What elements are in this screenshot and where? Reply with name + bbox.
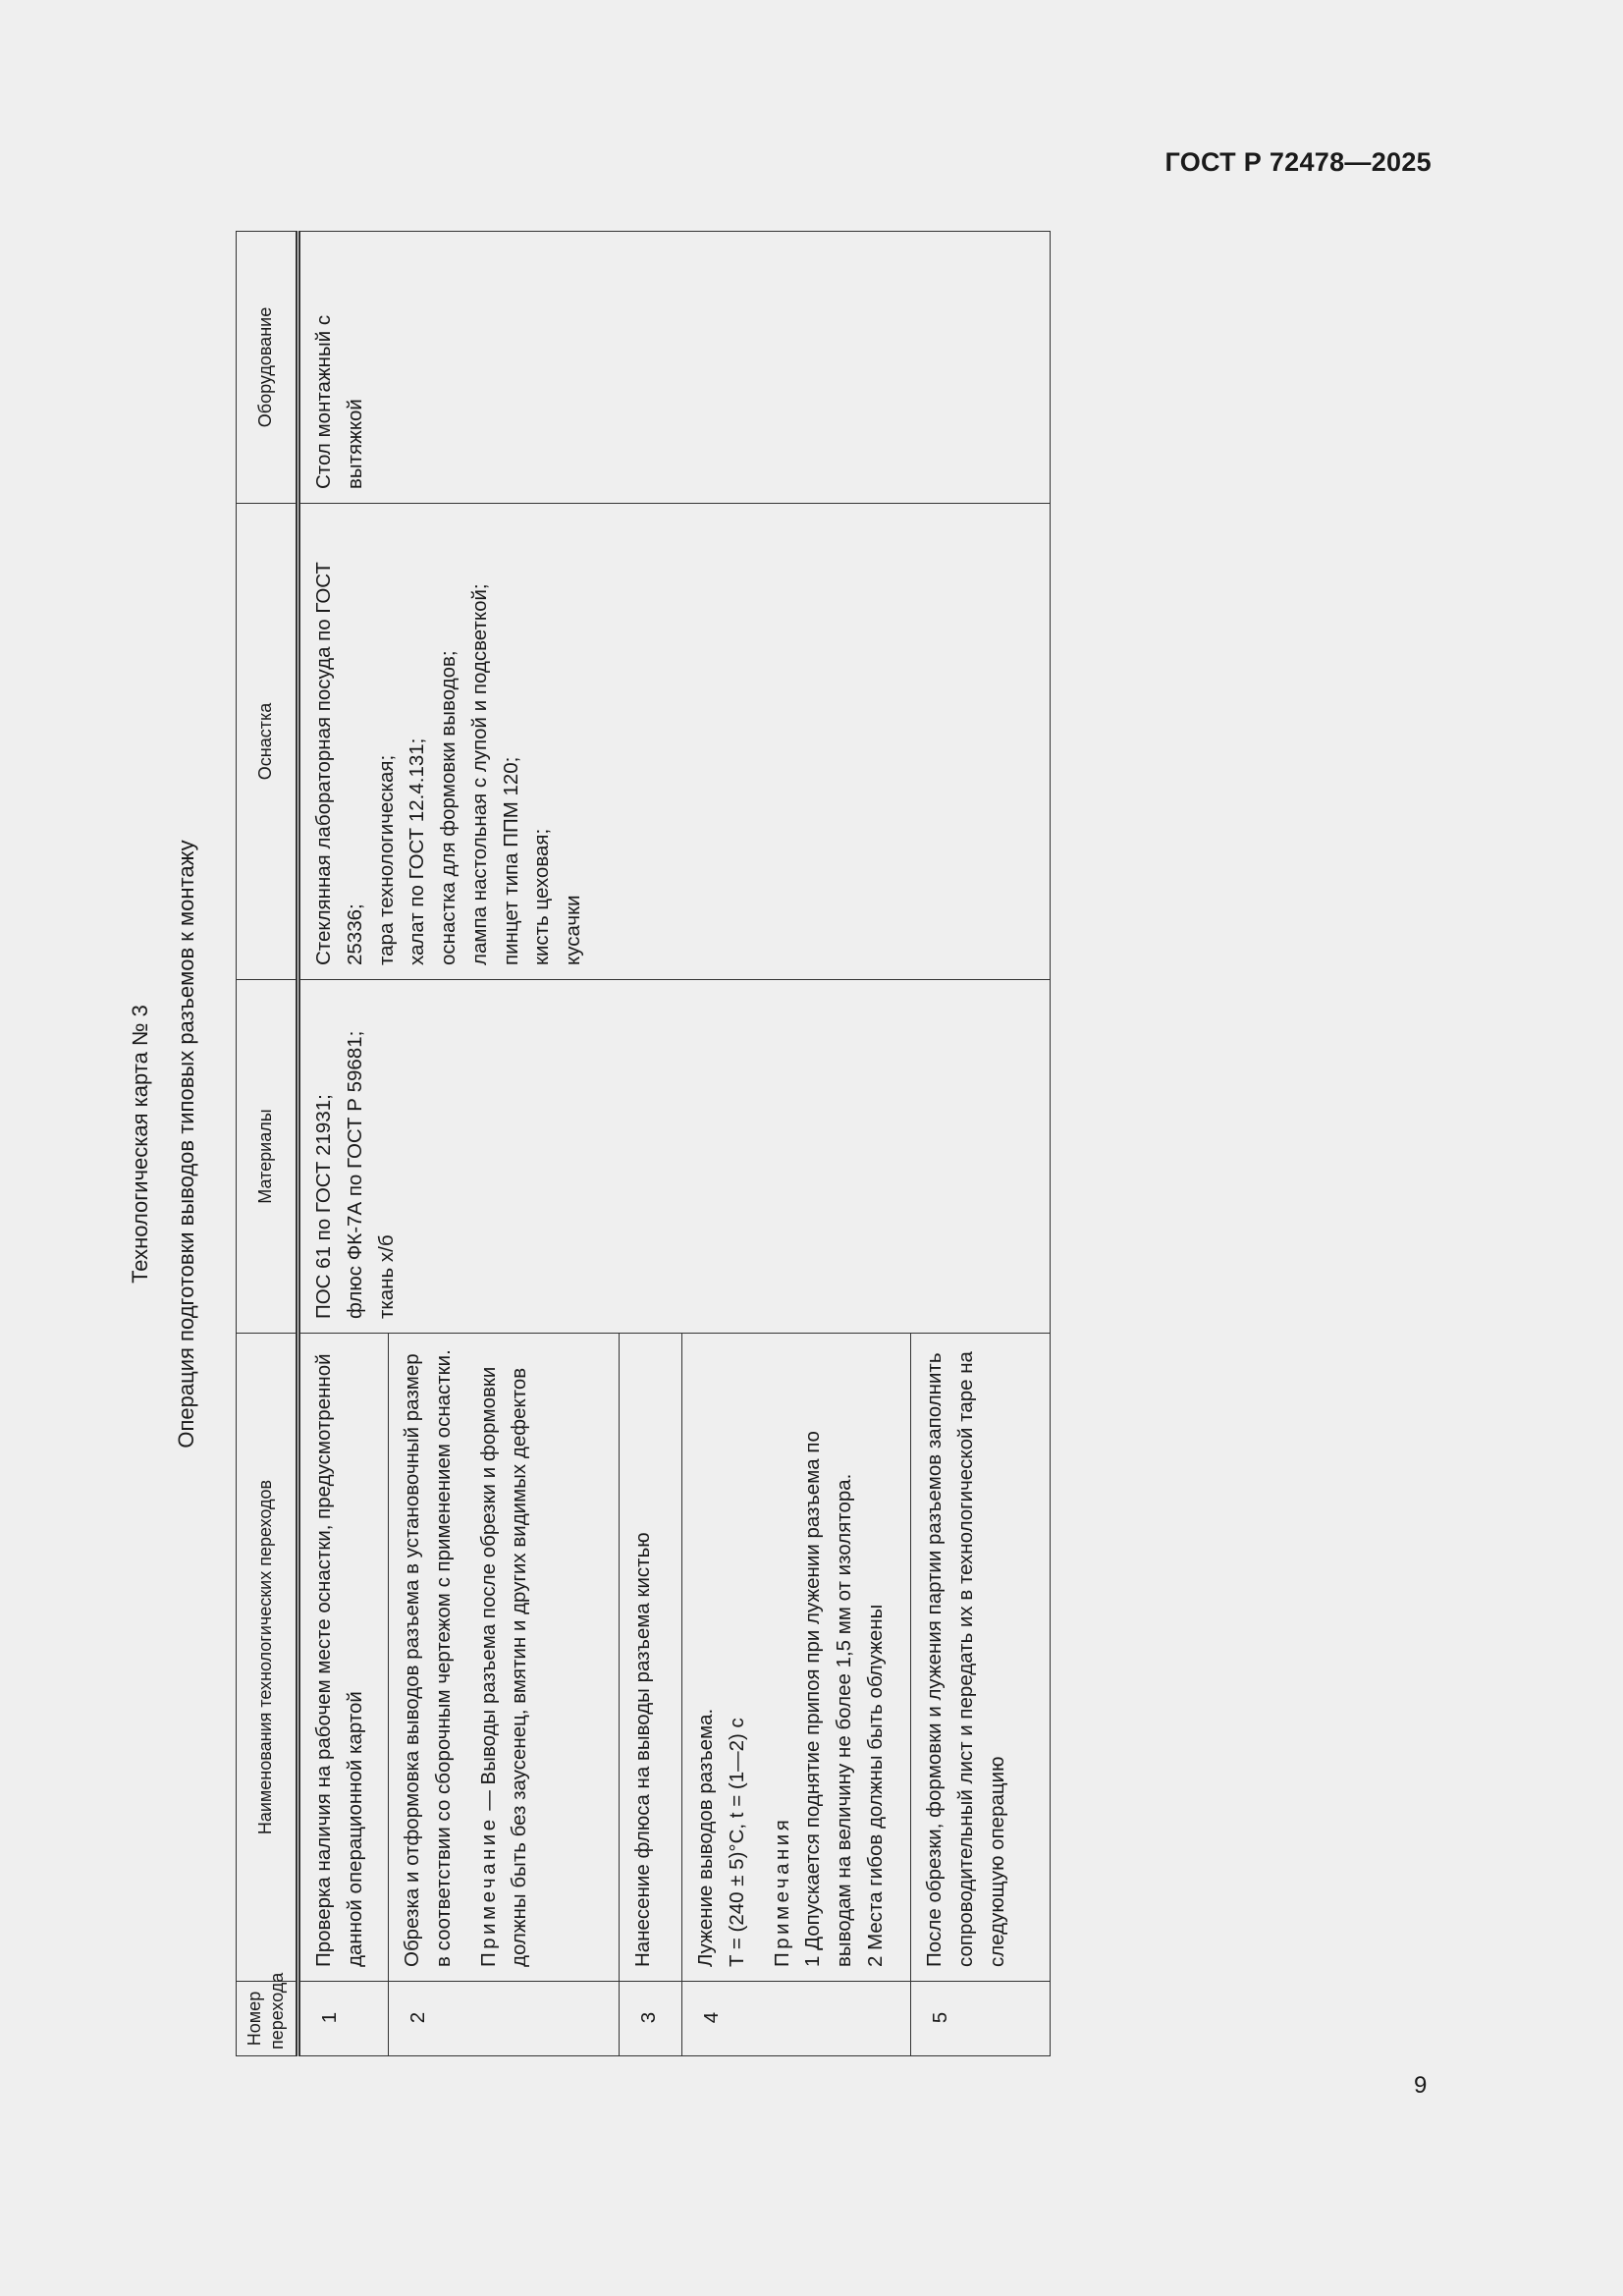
table-row [298,232,389,2056]
row-line: Лужение выводов разъема. [694,1708,717,1967]
row-note [473,1345,536,1967]
document-code: ГОСТ Р 72478—2025 [1164,147,1432,177]
header-number: Номер перехода [237,1982,298,2056]
row-number: 1 [298,1982,389,2056]
note-item: 2 Места гибов должны быть облужены [863,1604,887,1967]
materials-cell [298,980,1051,1334]
materials-item: флюс ФК-7А по ГОСТ Р 59681; [343,1030,366,1319]
notes-label: Примечания [770,1816,793,1967]
row-notes [767,1345,892,1967]
row-text: После обрезки, формовки и лужения партии разъемов заполнить сопроводительный лист и передать их в технологической таре на следующую операцию [911,1334,1051,1982]
row-text: Проверка наличия на рабочем месте оснастки, предусмотренной данной операционной картой [298,1334,389,1982]
card-subtitle: Операция подготовки выводов типовых разъемов к монтажу [174,840,198,1449]
tooling-cell [298,504,1051,980]
tooling-item: Стеклянная лабораторная посуда по ГОСТ 25336; [312,562,366,965]
row-number: 4 [682,1982,911,2056]
page-number: 9 [1414,2072,1428,2099]
process-table [236,231,1051,2056]
tooling-item: халат по ГОСТ 12.4.131; [406,738,429,965]
row-number: 2 [389,1982,620,2056]
row-main-text: Обрезка и отформовка выводов разъема в установочный размер в соответствии со сборочным чертежом с применением оснастки. [401,1349,455,1967]
header-name: Наименования технологических переходов [237,1334,298,1982]
row-number: 5 [911,1982,1051,2056]
note-item: 1 Допускается поднятие припоя при лужении разъема по выводам на величину не более 1,5 мм от изолятора. [801,1431,856,1967]
header-equipment: Оборудование [237,232,298,504]
row-text: Нанесение флюса на выводы разъема кистью [620,1334,682,1982]
row-formula: T = (240 ± 5)°C, t = (1—2) с [725,1718,748,1967]
card-title: Технологическая карта № 3 [128,1005,152,1284]
header-materials: Материалы [237,980,298,1334]
note-text: — Выводы разъема после обрезки и формовки должны быть без заусенец, вмятин и других видимых дефектов [476,1366,531,1967]
tooling-item: пинцет типа ППМ 120; [499,756,522,965]
tooling-item: тара технологическая; [374,754,398,965]
equipment-cell: Стол монтажный с вытяжкой [298,232,1051,504]
tooling-item: лампа настольная с лупой и подсветкой; [467,583,491,965]
note-label: Примечание [476,1816,500,1967]
header-tooling: Оснастка [237,504,298,980]
technological-card [108,231,1090,2057]
row-number: 3 [620,1982,682,2056]
row-text [682,1334,911,1982]
materials-item: ПОС 61 по ГОСТ 21931; [312,1094,335,1319]
materials-item: ткань х/б [374,1234,398,1319]
tooling-item: кисть цеховая; [530,828,554,965]
row-text [389,1334,620,1982]
tooling-item: оснастка для формовки выводов; [437,650,460,965]
tooling-item: кусачки [562,895,585,965]
table-header-row [237,232,298,2056]
